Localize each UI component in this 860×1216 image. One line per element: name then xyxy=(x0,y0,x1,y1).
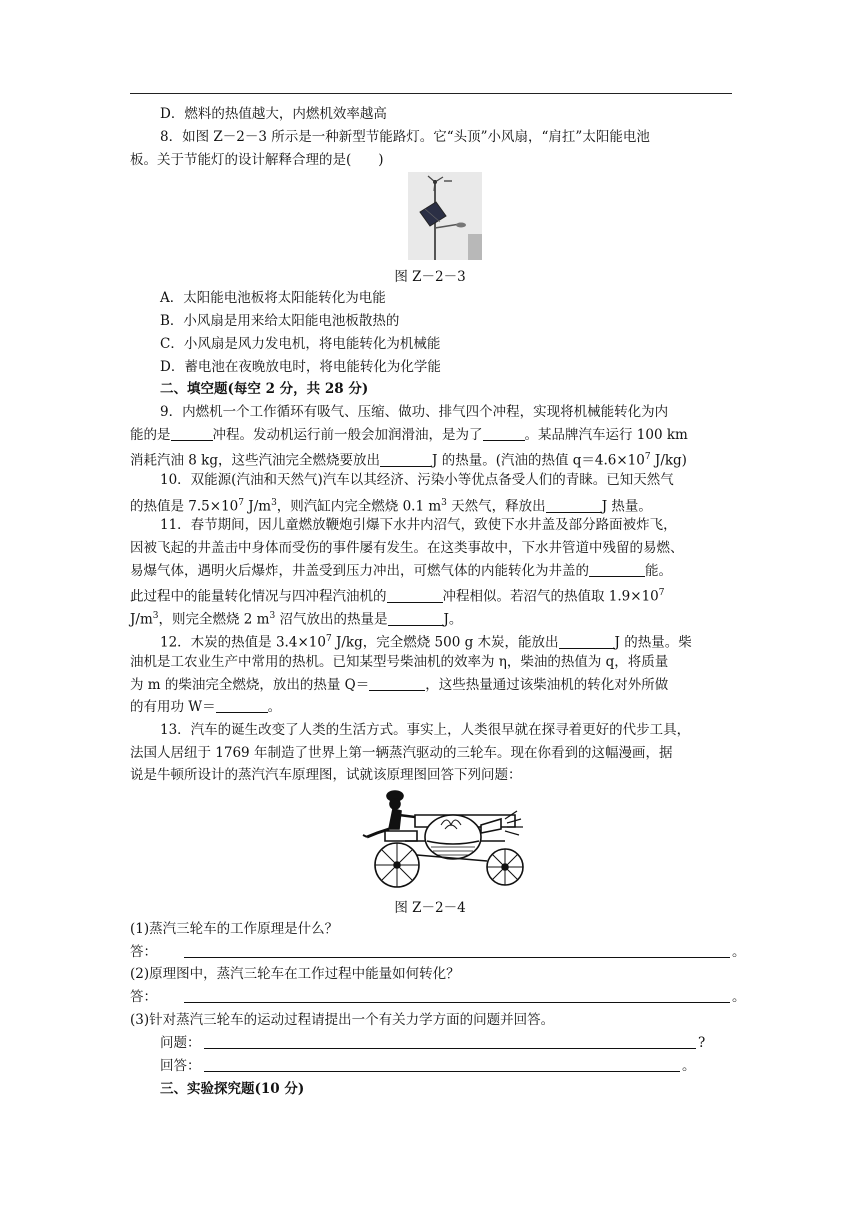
q10-text-d: 天然气，释放出 xyxy=(446,498,546,515)
question-13-line2: 法国人居纽于 1769 年制造了世界上第一辆蒸汽驱动的三轮车。现在你看到的这幅漫画，据 xyxy=(130,745,673,761)
q12-text-c: J 的热量。柴 xyxy=(614,634,692,651)
q11-blank-1[interactable] xyxy=(589,562,645,577)
question-11-line3 xyxy=(130,560,732,582)
q11-text-g: 沼气放出的热量是 xyxy=(275,611,388,628)
question-answer-line[interactable] xyxy=(204,1048,696,1049)
answer-1-period: 。 xyxy=(732,944,746,960)
answer-2-period: 。 xyxy=(732,989,746,1005)
question-9-line2 xyxy=(130,424,732,446)
q12-text-f: 的有用功 W＝ xyxy=(130,699,216,715)
reply-period: 。 xyxy=(682,1058,696,1074)
question-13-line3: 说是牛顿所设计的蒸汽汽车原理图，试就该原理图回答下列问题： xyxy=(130,767,522,783)
q11-text-b: 能。 xyxy=(645,563,672,579)
q10-sup-3: 3 xyxy=(441,498,447,508)
q9-blank-2[interactable] xyxy=(483,426,525,441)
q10-text-b: J/m xyxy=(244,498,272,515)
option-c: C．小风扇是风力发电机，将电能转化为机械能 xyxy=(160,336,441,352)
q10-sup-1: 7 xyxy=(238,498,244,508)
answer-1-label: 答： xyxy=(130,944,157,960)
q11-text-h: J。 xyxy=(443,611,463,628)
q10-blank[interactable] xyxy=(546,498,602,513)
sub-question-1: (1)蒸汽三轮车的工作原理是什么？ xyxy=(130,921,339,937)
reply-label: 回答： xyxy=(160,1058,201,1074)
q11-text-f: ，则完全燃烧 2 m xyxy=(158,611,270,628)
q12-blank-3[interactable] xyxy=(216,698,268,713)
figure-caption-z-2-3: 图 Z－2－3 xyxy=(394,269,466,285)
option-b: B．小风扇是用来给太阳能电池板散热的 xyxy=(160,313,400,329)
q11-sup-3: 3 xyxy=(269,611,276,621)
top-rule xyxy=(130,93,732,94)
q9-text-d: 消耗汽油 8 kg，这些汽油完全燃烧要放出 xyxy=(130,452,380,469)
q9-blank-1[interactable] xyxy=(171,426,213,441)
option-d-q7: D．燃料的热值越大，内燃机效率越高 xyxy=(160,106,387,122)
q12-blank-1[interactable] xyxy=(559,634,615,649)
reply-answer-line[interactable] xyxy=(204,1071,680,1072)
answer-1-line[interactable] xyxy=(184,957,730,958)
sub-question-3: (3)针对蒸汽三轮车的运动过程请提出一个有关力学方面的问题并回答。 xyxy=(130,1012,555,1028)
question-11-line4 xyxy=(130,582,732,608)
option-d: D．蓄电池在夜晚放电时，将电能转化为化学能 xyxy=(160,359,441,375)
q12-sup: 7 xyxy=(325,634,332,644)
question-8-line1: 8．如图 Z－2－3 所示是一种新型节能路灯。它“头顶”小风扇，“肩扛”太阳能电池 xyxy=(160,129,650,145)
q9-blank-3[interactable] xyxy=(380,452,432,467)
q12-blank-2[interactable] xyxy=(369,676,425,691)
question-12-line1 xyxy=(160,628,732,654)
question-12-line4 xyxy=(130,696,732,718)
answer-2-line[interactable] xyxy=(184,1002,730,1003)
q11-blank-2[interactable] xyxy=(387,588,443,603)
question-13-line1: 13．汽车的诞生改变了人类的生活方式。事实上，人类很早就在探寻着更好的代步工具， xyxy=(160,722,691,738)
question-8-line2: 板。关于节能灯的设计解释合理的是( ) xyxy=(130,152,384,168)
q12-text-b: J/kg，完全燃烧 500 g 木炭，能放出 xyxy=(331,634,559,651)
q9-text-a: 能的是 xyxy=(130,427,171,443)
q12-text-e: ，这些热量通过该柴油机的转化对外所做 xyxy=(425,677,669,693)
question-9-line3 xyxy=(130,446,732,472)
section-2-heading: 二、填空题(每空 2 分，共 28 分) xyxy=(160,381,369,397)
q9-text-e: J 的热量。(汽油的热值 q＝4.6×10 xyxy=(432,452,645,469)
q12-text-d: 为 m 的柴油完全燃烧，放出的热量 Q＝ xyxy=(130,677,370,693)
q11-text-d: 冲程相似。若沼气的热值取 1.9×10 xyxy=(442,588,659,605)
steam-tricycle-image xyxy=(355,785,535,891)
question-10-line1: 10．双能源(汽油和天然气)汽车以其经济、污染小等优点备受人们的青睐。已知天然气 xyxy=(160,472,674,488)
question-12-line2: 油机是工农业生产中常用的热机。已知某型号柴油机的效率为 η，柴油的热值为 q，将质量 xyxy=(130,654,669,670)
question-9-line1: 9．内燃机一个工作循环有吸气、压缩、做功、排气四个冲程，实现将机械能转化为内 xyxy=(160,404,669,420)
option-a: A．太阳能电池板将太阳能转化为电能 xyxy=(160,290,386,306)
street-lamp-image xyxy=(408,172,482,260)
question-mark: ? xyxy=(698,1035,706,1051)
q9-text-b: 冲程。发动机运行前一般会加润滑油，是为了 xyxy=(212,427,483,443)
steam-tricycle-figure xyxy=(355,785,535,891)
q12-text-g: 。 xyxy=(267,699,282,715)
q9-text-f: J/kg) xyxy=(650,452,687,469)
question-12-line3 xyxy=(130,674,732,696)
q10-text-a: 的热值是 7.5×10 xyxy=(130,498,239,515)
q11-text-e: J/m xyxy=(130,611,153,628)
q9-text-c: 。某品牌汽车运行 100 km xyxy=(524,427,688,443)
answer-2-label: 答： xyxy=(130,989,157,1005)
q10-text-e: J 热量。 xyxy=(601,498,652,515)
question-11-line1: 11．春节期间，因儿童燃放鞭炮引爆下水井内沼气，致使下水井盖及部分路面被炸飞， xyxy=(160,517,677,533)
q11-sup-2: 3 xyxy=(152,611,159,621)
sub-question-2: (2)原理图中，蒸汽三轮车在工作过程中能量如何转化？ xyxy=(130,966,460,982)
question-label: 问题： xyxy=(160,1035,201,1051)
street-lamp-figure xyxy=(408,172,482,260)
q11-blank-3[interactable] xyxy=(388,611,444,626)
q9-sup: 7 xyxy=(644,452,651,462)
q11-text-c: 此过程中的能量转化情况与四冲程汽油机的 xyxy=(130,588,387,605)
q10-text-c: ，则汽缸内完全燃烧 0.1 m xyxy=(276,498,442,515)
q11-sup-1: 7 xyxy=(658,588,665,598)
question-11-line5 xyxy=(130,605,732,631)
q11-text-a: 易爆气体，遇明火后爆炸，井盖受到压力冲出，可燃气体的内能转化为井盖的 xyxy=(130,563,589,579)
q10-sup-2: 3 xyxy=(271,498,277,508)
figure-caption-z-2-4: 图 Z－2－4 xyxy=(394,900,466,916)
question-11-line2: 因被飞起的井盖击中身体而受伤的事件屡有发生。在这类事故中，下水井管道中残留的易燃、 xyxy=(130,540,684,556)
q12-text-a: 12．木炭的热值是 3.4×10 xyxy=(160,634,326,651)
section-3-heading: 三、实验探究题(10 分) xyxy=(160,1081,305,1097)
